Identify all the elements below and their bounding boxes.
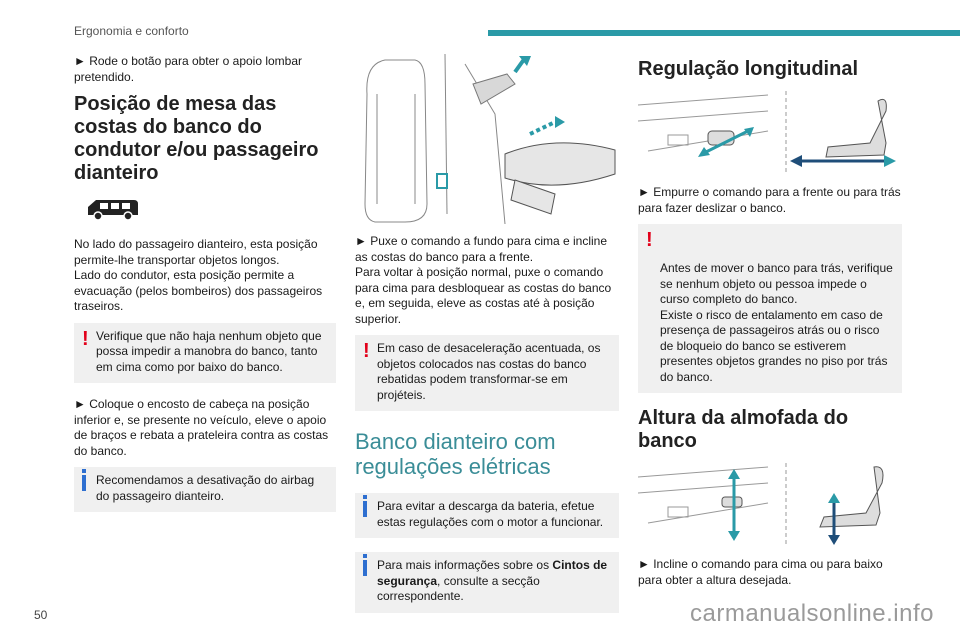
height-adjustment-illustration xyxy=(638,463,902,547)
warning-text: Em caso de desaceleração acentuada, os objetos colocados nas costas do banco rebatidas podem transformar-se em projéteis. xyxy=(377,341,601,402)
warning-text: Verifique que não haja nenhum objeto que possa impedir a manobra do banco, tanto em cima como por baixo do banco. xyxy=(96,328,322,374)
warning-box xyxy=(355,335,619,411)
seat-table-position-illustration xyxy=(355,54,619,226)
paragraph: ► Empurre o comando para a frente ou para trás para fazer deslizar o banco. xyxy=(638,185,901,215)
info-link-text: Cintos de segurança xyxy=(377,558,608,588)
info-text-a: Para mais informações sobre os xyxy=(377,558,553,572)
section-title: Regulação longitudinal xyxy=(638,58,859,80)
warning-box xyxy=(74,323,336,384)
warning-box xyxy=(638,224,902,393)
info-text: Recomendamos a desativação do airbag do passageiro dianteiro. xyxy=(96,473,315,503)
info-box xyxy=(355,493,619,538)
paragraph: ► Coloque o encosto de cabeça na posição inferior e, se presente no veículo, eleve o apoio de braços e rebata a prateleira contra as costas do banco. xyxy=(74,397,329,458)
van-icon xyxy=(84,195,140,223)
column-2 xyxy=(355,54,619,627)
section-title: Altura da almofada do banco xyxy=(638,407,849,452)
section-header: Ergonomia e conforto xyxy=(74,24,189,38)
info-icon xyxy=(363,560,367,576)
column-1 xyxy=(74,54,336,526)
info-text-c: , consulte a secção correspondente. xyxy=(377,573,540,603)
paragraph: Lado do condutor, esta posição permite a evacuação (pelos bombeiros) dos passageiros traseiros. xyxy=(74,268,323,313)
paragraph: No lado do passageiro dianteiro, esta posição permite-lhe transportar objetos longos. xyxy=(74,237,318,267)
section-title: Posição de mesa das costas do banco do condutor e/ou passageiro dianteiro xyxy=(74,93,319,184)
warning-icon: ! xyxy=(363,340,370,362)
warning-icon: ! xyxy=(82,327,89,350)
page-number: 50 xyxy=(34,608,48,622)
section-title: Banco dianteiro com regulações elétricas xyxy=(355,429,556,479)
warning-icon: ! xyxy=(646,229,653,251)
watermark: carmanualsonline.info xyxy=(690,600,934,627)
paragraph: Para voltar à posição normal, puxe o comando para cima para desbloquear as costas do banco e, em seguida, eleve as costas até à posição superior. xyxy=(355,265,612,326)
info-icon xyxy=(363,501,367,517)
info-box xyxy=(355,552,619,613)
paragraph: ► Incline o comando para cima ou para baixo para obter a altura desejada. xyxy=(638,557,883,587)
info-icon xyxy=(82,475,86,491)
info-box xyxy=(74,467,336,512)
warning-text: Antes de mover o banco para trás, verifique se nenhum objeto ou pessoa impede o curso completo do banco. Existe o risco de entalamento em caso de presença de passageiros atrás ou o risco de bloqueio do banco se estiverem presentes objetos grandes no piso por trás do banco. xyxy=(660,261,893,384)
column-3 xyxy=(638,54,902,596)
longitudinal-adjustment-illustration xyxy=(638,91,902,175)
paragraph: ► Rode o botão para obter o apoio lombar pretendido. xyxy=(74,54,303,84)
header-accent-bar xyxy=(488,30,960,36)
paragraph: ► Puxe o comando a fundo para cima e incline as costas do banco para a frente. xyxy=(355,234,608,264)
info-text: Para evitar a descarga da bateria, efetue estas regulações com o motor a funcionar. xyxy=(377,499,604,529)
